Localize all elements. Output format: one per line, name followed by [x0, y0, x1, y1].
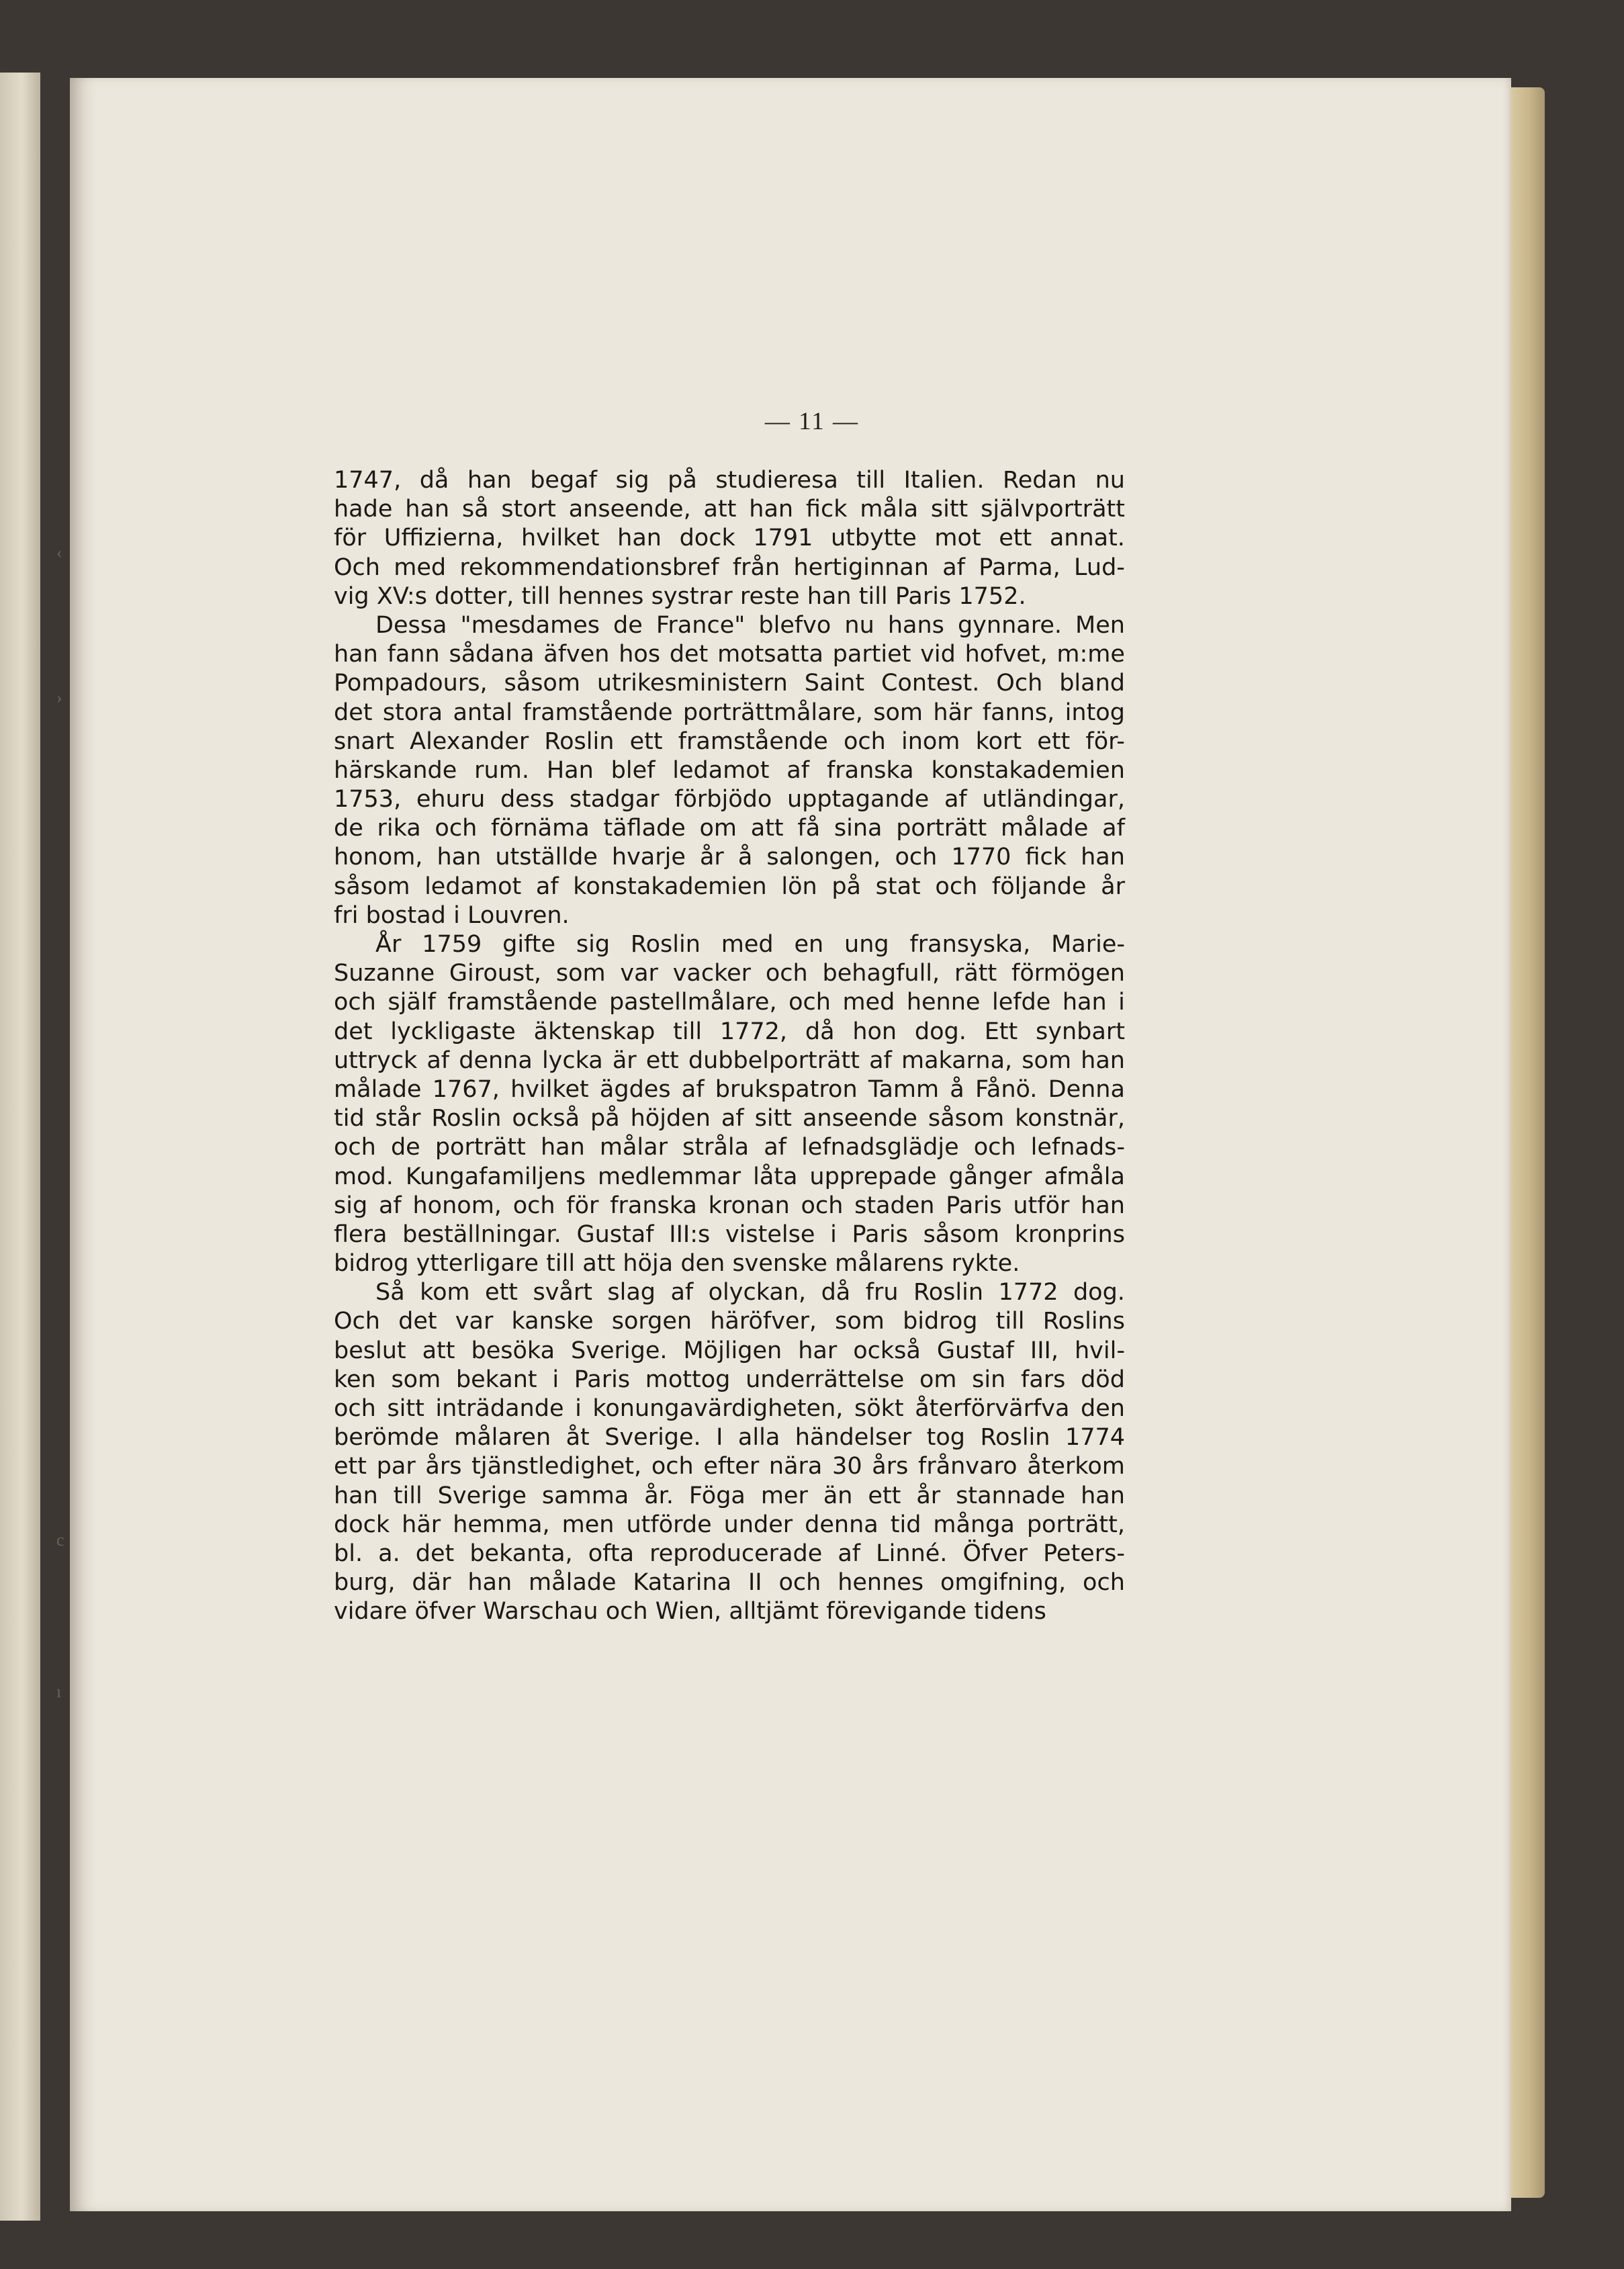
text-line: Så kom ett svårt slag af olyckan, då fru Roslin 1772 dog. [375, 1279, 1125, 1306]
text-line: 1753, ehuru dess stadgar förbjödo upptagande af utländingar, [334, 786, 1125, 813]
paragraph [334, 930, 1125, 1278]
text-line: bl. a. det bekanta, ofta reproducerade af Linné. Öfver Peters- [334, 1540, 1125, 1567]
margin-mark: › [56, 688, 62, 707]
text-line: År 1759 gifte sig Roslin med en ung fransyska, Marie- [375, 931, 1125, 958]
text-line: beslut att besöka Sverige. Möjligen har också Gustaf III, hvil- [334, 1337, 1125, 1364]
text-line: flera beställningar. Gustaf III:s vistelse i Paris såsom kronprins [334, 1220, 1125, 1248]
text-line: 1747, då han begaf sig på studieresa till Italien. Redan nu [334, 467, 1125, 494]
text-line: för Uffizierna, hvilket han dock 1791 utbytte mot ett annat. [334, 525, 1125, 552]
text-line: Suzanne Giroust, som var vacker och behagfull, rätt förmögen [334, 960, 1125, 987]
text-line: Och det var kanske sorgen häröfver, som bidrog till Roslins [334, 1308, 1125, 1335]
body-text [334, 466, 1125, 1627]
text-line: han fann sådana äfven hos det motsatta partiet vid hofvet, m:me [334, 641, 1125, 668]
text-line: han till Sverige samma år. Föga mer än ett år stannade han [334, 1482, 1125, 1509]
text-line: och själf framstående pastellmålare, och med henne lefde han i [334, 989, 1125, 1016]
text-line: fri bostad i Louvren. [334, 901, 570, 929]
text-line: bidrog ytterligare till att höja den svenske målarens rykte. [334, 1250, 1020, 1278]
text-line: de rika och förnäma täflade om att få sina porträtt målade af [334, 815, 1125, 842]
paragraph [334, 611, 1125, 930]
text-line: det stora antal framstående porträttmålare, som här fanns, intog [334, 699, 1125, 726]
text-line: burg, där han målade Katarina II och hennes omgifning, och [334, 1569, 1125, 1597]
text-line: snart Alexander Roslin ett framstående och inom kort ett för- [334, 727, 1125, 755]
text-line: dock här hemma, men utförde under denna tid många porträtt, [334, 1511, 1125, 1538]
text-line: och de porträtt han målar stråla af lefnadsglädje och lefnads- [334, 1134, 1125, 1161]
text-line: sig af honom, och för franska kronan och staden Paris utför han [334, 1192, 1125, 1219]
text-line: vig XV:s dotter, till hennes systrar reste han till Paris 1752. [334, 582, 1026, 610]
text-line: tid står Roslin också på höjden af sitt anseende såsom konstnär, [334, 1105, 1125, 1132]
text-line: det lyckligaste äktenskap till 1772, då hon dog. Ett synbart [334, 1018, 1125, 1045]
text-line: ken som bekant i Paris mottog underrättelse om sin fars död [334, 1366, 1125, 1393]
paragraph [334, 1278, 1125, 1626]
margin-mark: c [56, 1530, 64, 1550]
text-line: hade han så stort anseende, att han fick måla sitt självporträtt [334, 496, 1125, 523]
text-line: uttryck af denna lycka är ett dubbelporträtt af makarna, som han [334, 1047, 1125, 1074]
margin-mark: ‹ [56, 543, 62, 562]
text-line: berömde målaren åt Sverige. I alla händelser tog Roslin 1774 [334, 1424, 1125, 1452]
text-line: mod. Kungafamiljens medlemmar låta upprepade gånger afmåla [334, 1163, 1125, 1190]
text-line: såsom ledamot af konstakademien lön på stat och följande år [334, 873, 1125, 900]
page-number: — 11 — [764, 408, 860, 435]
text-line: ett par års tjänstledighet, och efter nära 30 års frånvaro återkom [334, 1453, 1125, 1480]
text-line: honom, han utställde hvarje år å salongen, och 1770 fick han [334, 844, 1125, 871]
text-line: Pompadours, såsom utrikesministern Saint Contest. Och bland [334, 670, 1125, 697]
text-line: vidare öfver Warschau och Wien, alltjämt förevigande tidens [334, 1598, 1046, 1626]
text-line: och sitt inträdande i konungavärdigheten, sökt återförvärfva den [334, 1395, 1125, 1422]
facing-page-edge [0, 73, 40, 2221]
text-line: målade 1767, hvilket ägdes af brukspatron Tamm å Fånö. Denna [334, 1075, 1125, 1103]
text-line: Dessa "mesdames de France" blefvo nu hans gynnare. Men [375, 611, 1125, 639]
text-line: härskande rum. Han blef ledamot af franska konstakademien [334, 756, 1125, 784]
text-line: Och med rekommendationsbref från hertiginnan af Parma, Lud- [334, 553, 1125, 581]
paragraph [334, 466, 1125, 611]
margin-mark: ı [56, 1682, 62, 1701]
